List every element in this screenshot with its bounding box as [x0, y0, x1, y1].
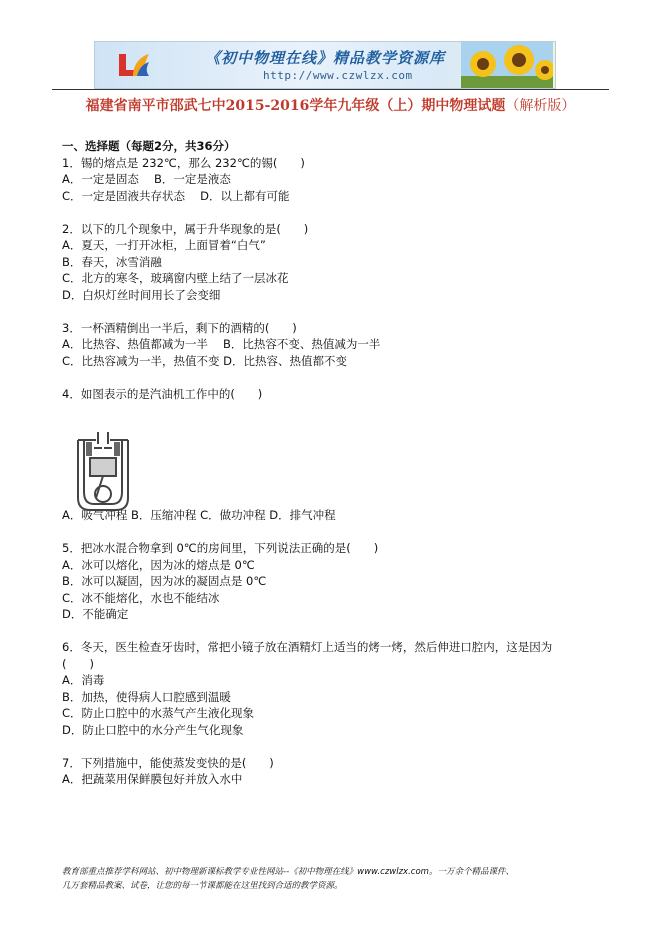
section-title: 一、选择题（每题2分，共36分） — [62, 139, 236, 153]
figure-space — [62, 402, 622, 507]
question-option: C．一定是固液共存状态 D．以上都有可能 — [62, 188, 290, 203]
question-3 — [62, 320, 622, 370]
banner-url: http://www.czwlzx.com — [263, 69, 413, 82]
question-stem: 7．下列措施中，能使蒸发变快的是( ) — [62, 755, 274, 770]
page-title-suffix: （解析版） — [505, 98, 576, 114]
question-7 — [62, 755, 622, 788]
page-title-main: 福建省南平市邵武七中2015-2016学年九年级（上）期中物理试题 — [85, 98, 506, 114]
question-stem-continued: ( ) — [62, 656, 94, 671]
site-logo-icon — [113, 46, 153, 84]
header-divider — [52, 89, 609, 90]
site-banner — [94, 41, 556, 89]
question-option: A．冰可以熔化，因为冰的熔点是 0℃ — [62, 557, 255, 572]
question-option: A．消毒 — [62, 673, 105, 687]
question-option: A．夏天，一打开冰柜，上面冒着“白气” — [62, 238, 266, 252]
question-option: B．春天，冰雪消融 — [62, 254, 162, 269]
banner-title: 《初中物理在线》精品教学资源库 — [205, 49, 446, 67]
question-option: D．不能确定 — [62, 607, 129, 621]
question-option: B．冰可以凝固，因为冰的凝固点是 0℃ — [62, 574, 267, 588]
question-option: B．加热，使得病人口腔感到温暖 — [62, 689, 231, 704]
question-6 — [62, 639, 622, 738]
question-stem: 3．一杯酒精倒出一半后，剩下的酒精的( ) — [62, 320, 297, 335]
question-option: A．吸气冲程 B．压缩冲程 C．做功冲程 D．排气冲程 — [62, 508, 336, 522]
question-stem: 1．锡的熔点是 232℃，那么 232℃的锡( ) — [62, 155, 305, 170]
sunflower-image — [461, 42, 553, 88]
question-option: C．防止口腔中的水蒸气产生液化现象 — [62, 706, 255, 720]
footer-line-2: 几万套精品教案、试卷，让您的每一节课都能在这里找到合适的教学资源。 — [62, 881, 343, 891]
question-stem: 4．如图表示的是汽油机工作中的( ) — [62, 386, 263, 401]
footer-line-1: 教育部重点推荐学科网站、初中物理新课标教学专业性网站--《初中物理在线》www.czwlzx.com。一万余个精品课件、 — [62, 867, 514, 877]
question-1 — [62, 155, 622, 205]
question-4 — [62, 386, 622, 524]
question-stem: 5．把冰水混合物拿到 0℃的房间里，下列说法正确的是( ) — [62, 541, 379, 555]
page-title — [0, 95, 661, 115]
question-option: C．冰不能熔化，水也不能结冰 — [62, 590, 220, 605]
engine-cylinder-diagram — [68, 428, 138, 514]
question-2 — [62, 221, 622, 304]
question-option: C．北方的寒冬，玻璃窗内壁上结了一层冰花 — [62, 271, 289, 285]
question-option: A．把蔬菜用保鲜膜包好并放入水中 — [62, 772, 243, 786]
question-option: C．比热容减为一半，热值不变 D．比热容、热值都不变 — [62, 353, 348, 368]
question-list — [62, 138, 622, 788]
page-footer — [62, 865, 622, 893]
question-stem: 2．以下的几个现象中，属于升华现象的是( ) — [62, 221, 309, 236]
question-option: A．比热容、热值都减为一半 B．比热容不变、热值减为一半 — [62, 337, 381, 351]
question-option: D．防止口腔中的水分产生气化现象 — [62, 722, 244, 737]
question-option: D．白炽灯丝时间用长了会变细 — [62, 287, 221, 302]
question-5 — [62, 540, 622, 623]
question-option: A．一定是固态 B．一定是液态 — [62, 172, 231, 186]
question-stem: 6．冬天，医生检查牙齿时，常把小镜子放在酒精灯上适当的烤一烤，然后伸进口腔内，这是因为 — [62, 640, 553, 654]
